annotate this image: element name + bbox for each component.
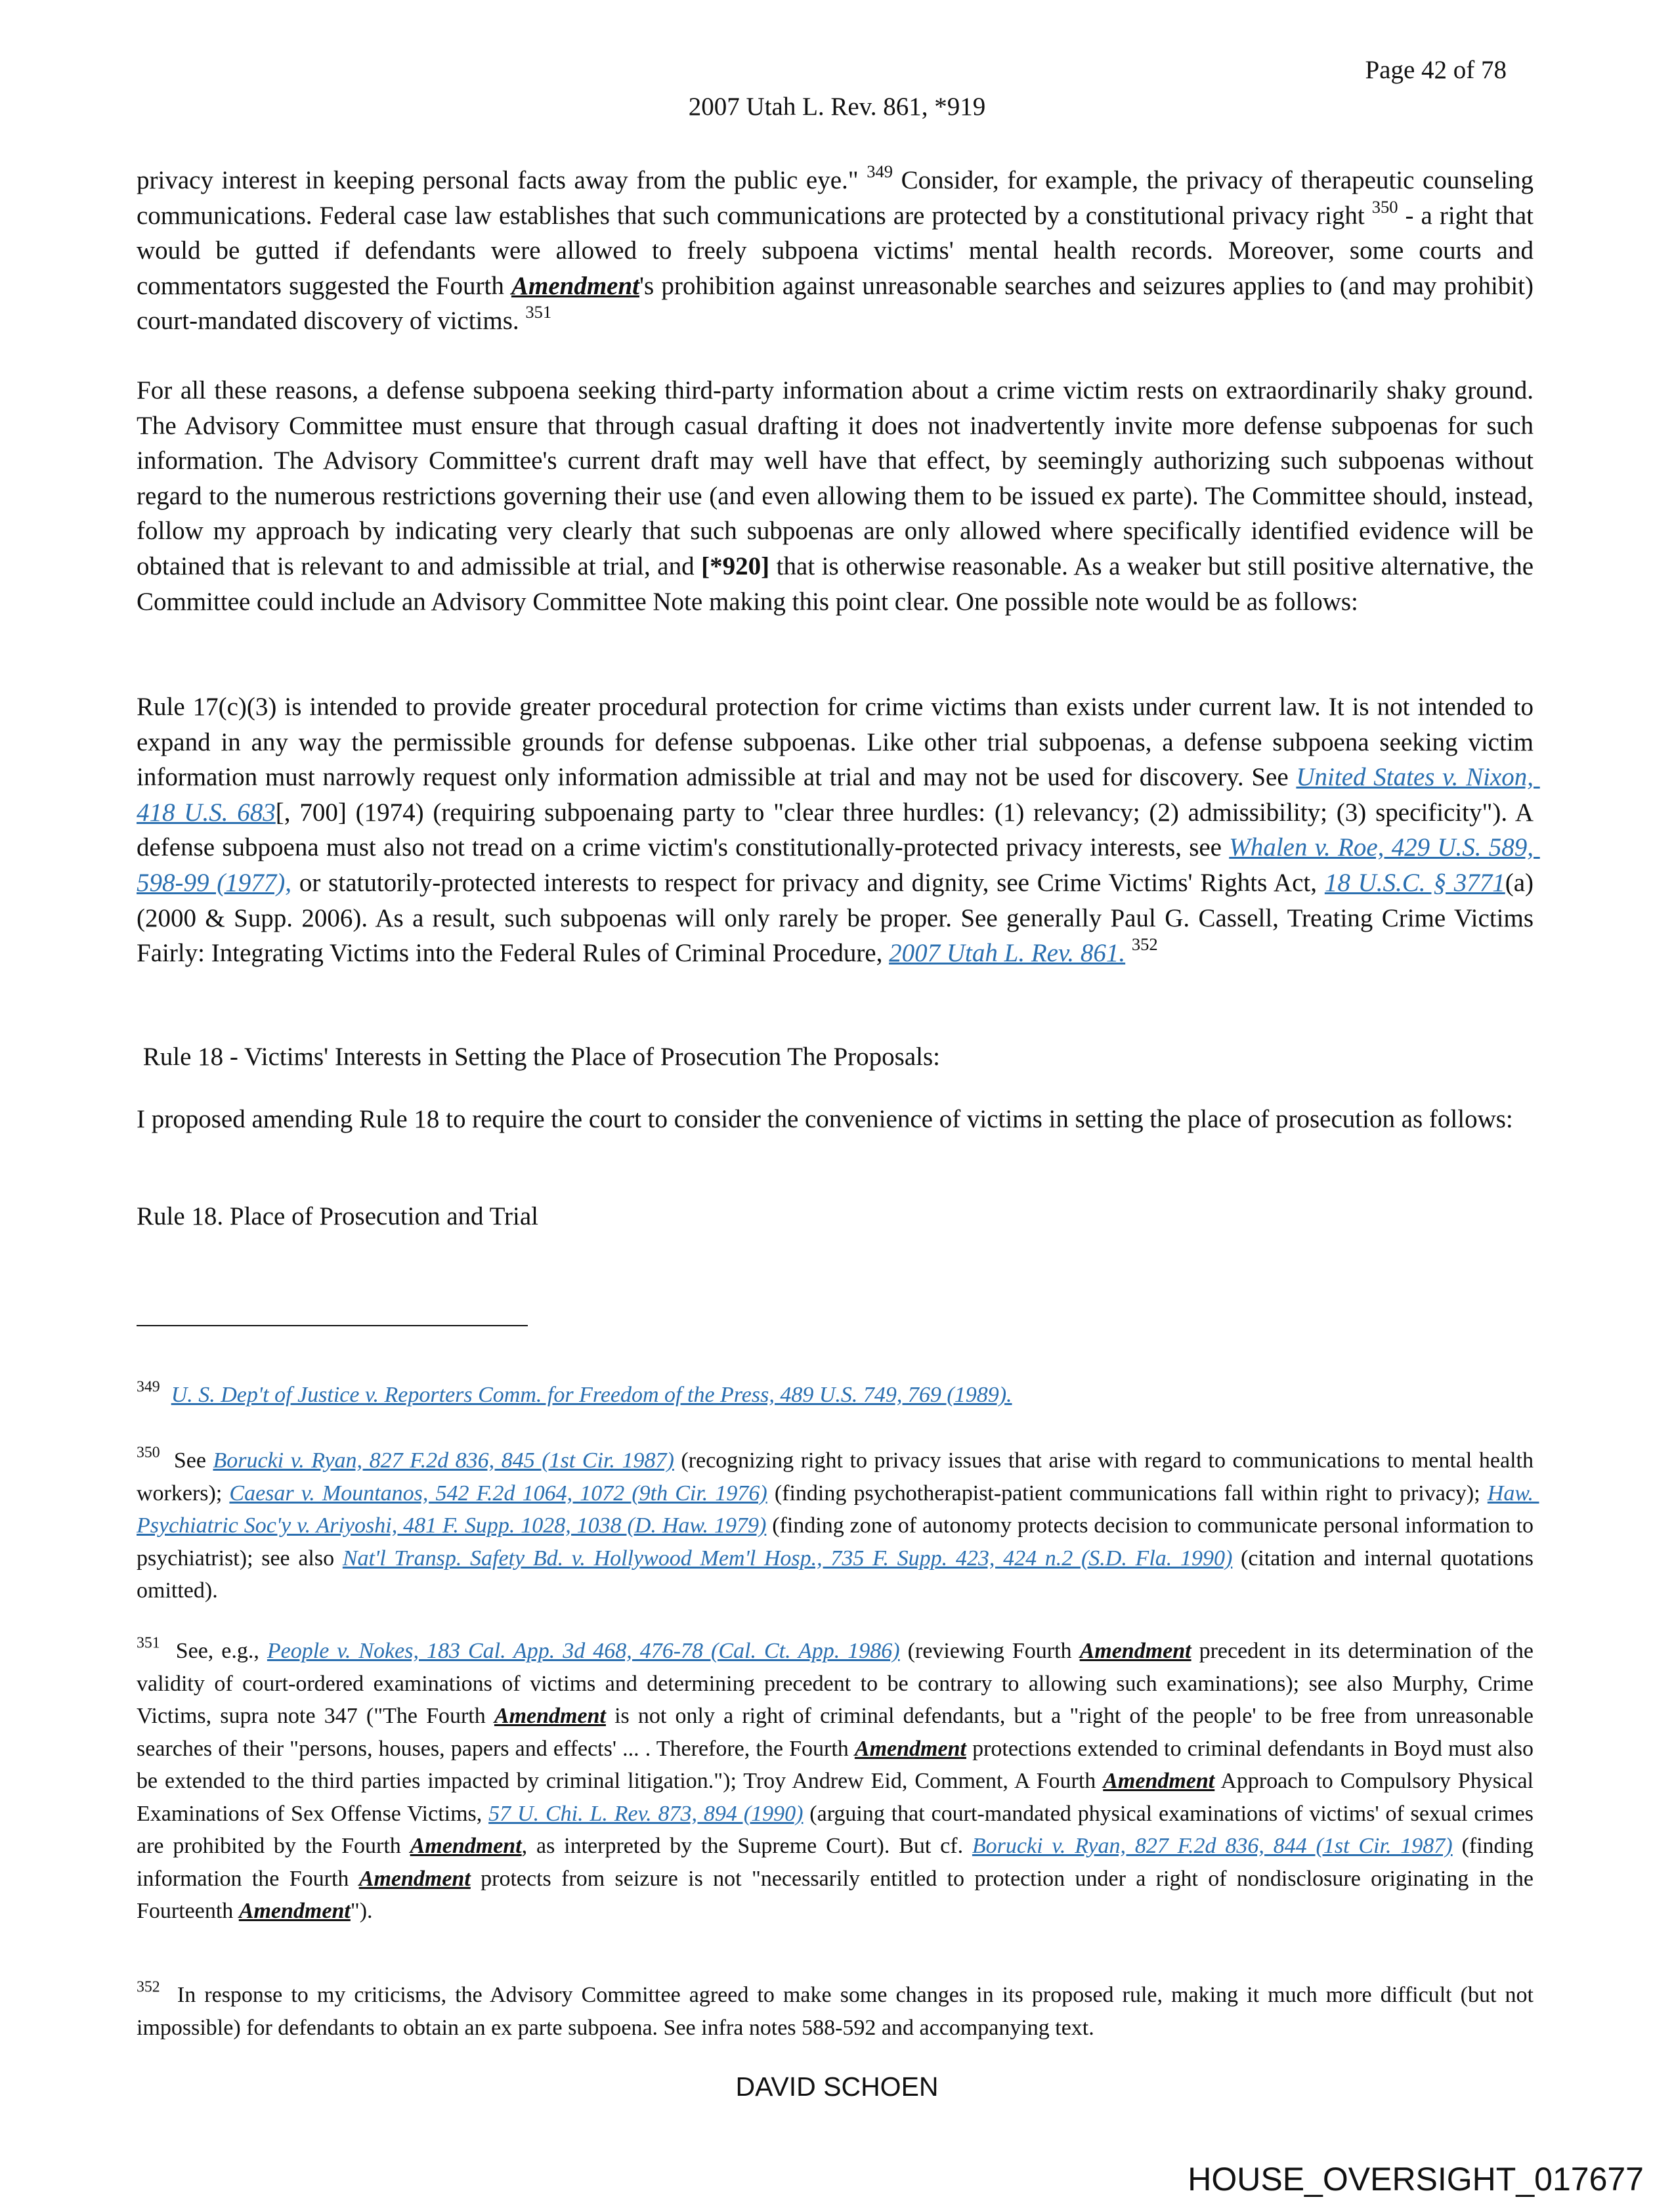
- citation-link[interactable]: People v. Nokes, 183 Cal. App. 3d 468, 476-78 (Cal. Ct. App. 1986): [267, 1639, 900, 1663]
- text-run: See, e.g.,: [160, 1639, 267, 1663]
- search-term-highlight: Amendment: [238, 1899, 351, 1923]
- text-run: (finding information the Fourth: [137, 1834, 1539, 1891]
- footnote-reference[interactable]: 349: [867, 161, 893, 181]
- search-term-highlight: Amendment: [410, 1834, 522, 1858]
- search-term-highlight: Amendment: [1103, 1769, 1215, 1793]
- text-run: (finding zone of autonomy protects decision to communicate personal information to psychiatrist); see also: [137, 1513, 1539, 1571]
- text-run: (recognizing right to privacy issues that arise with regard to communications to mental health workers);: [137, 1448, 1539, 1506]
- text-run: ").: [350, 1899, 373, 1923]
- body-paragraph: [137, 1102, 1534, 1137]
- bates-number: HOUSE_OVERSIGHT_017677: [1188, 2161, 1644, 2198]
- text-run: I proposed amending Rule 18 to require the court to consider the convenience of victims in setting the place of prosecution as follows:: [137, 1105, 1513, 1133]
- text-run: For all these reasons, a defense subpoena seeking third-party information about a crime victim rests on extraordinarily shaky ground. The Advisory Committee must ensure that through casual drafting it does not inadvertently invite more defense subpoenas for such information. The Advisory Committee's current draft may well have that effect, by seemingly authorizing such subpoenas without regard to the numerous restrictions governing their use (and even allowing them to be issued ex parte). The Committee should, instead, follow my approach by indicating very clearly that such subpoenas are only allowed where specifically identified evidence will be obtained that is relevant to and admissible at trial, and: [137, 376, 1540, 580]
- text-run: protections extended to criminal defendants in Boyd must also be extended to the third parties impacted by criminal litigation."); Troy Andrew Eid, Comment, A Fourth: [137, 1736, 1539, 1793]
- text-run: protects from seizure is not "necessarily entitled to protection under a right of nondisclosure originating in the Fourteenth: [137, 1866, 1539, 1923]
- footnote-352: [137, 1978, 1539, 2044]
- text-run: Rule 18. Place of Prosecution and Trial: [137, 1202, 539, 1230]
- text-run: In response to my criticisms, the Advisory Committee agreed to make some changes in its proposed rule, making it much more difficult (but not impossible) for defendants to obtain an ex parte subpoena. See infra notes 588-592 and accompanying text.: [137, 1983, 1539, 2040]
- text-run: 's prohibition against unreasonable searches and seizures applies to (and may prohibit) court-mandated discovery of victims.: [137, 271, 1540, 336]
- text-run: [1125, 939, 1132, 967]
- text-run: (finding psychotherapist-patient communications fall within right to privacy);: [767, 1481, 1488, 1506]
- text-run: Rule 17(c)(3) is intended to provide greater procedural protection for crime victims than exists under current law. It is not intended to expand in any way the permissible grounds for defense subpoenas. Like other trial subpoenas, a defense subpoena seeking victim information must narrowly request only information admissible at trial and may not be used for discovery. See: [137, 693, 1540, 792]
- text-run: Approach to Compulsory Physical Examinations of Sex Offense Victims,: [137, 1769, 1539, 1826]
- proposed-note-paragraph: [137, 689, 1540, 971]
- text-run: [160, 1383, 171, 1407]
- running-citation-header: 2007 Utah L. Rev. 861, *919: [688, 93, 986, 121]
- search-term-highlight: Amendment: [511, 271, 639, 300]
- citation-link[interactable]: Borucki v. Ryan, 827 F.2d 836, 845 (1st Cir. 1987): [213, 1448, 674, 1473]
- text-run: - a right that would be gutted if defendants were allowed to freely subpoena victims' mental health records. Moreover, some courts and commentators suggested the Fourth: [137, 201, 1540, 300]
- text-run: See: [160, 1448, 213, 1473]
- footer-author: DAVID SCHOEN: [735, 2071, 939, 2102]
- footnote-350: [137, 1444, 1539, 1607]
- text-run: that is otherwise reasonable. As a weaker but still positive alternative, the Committee could include an Advisory Committee Note making this point clear. One possible note would be as follows:: [137, 552, 1540, 616]
- text-run: is not only a right of criminal defendants, but a "right of the people' to be free from unreasonable searches of their "persons, houses, papers and effects' ... . Therefore, the Fourth: [137, 1704, 1539, 1761]
- body-paragraph: [137, 161, 1540, 339]
- text-run: (arguing that court-mandated physical examinations of victims' of sexual crimes are prohibited by the Fourth: [137, 1801, 1539, 1858]
- text-run: , as interpreted by the Supreme Court). But cf.: [521, 1834, 972, 1858]
- text-run: or statutorily-protected interests to respect for privacy and dignity, see Crime Victims' Rights Act,: [291, 868, 1325, 897]
- search-term-highlight: Amendment: [494, 1704, 606, 1728]
- text-run: precedent in its determination of the validity of court-ordered examinations of victims and determining precedent to be contrary to allowing such examinations); see also Murphy, Crime Victims, supra note 347 ("The Fourth: [137, 1639, 1539, 1728]
- footnote-reference[interactable]: 352: [1131, 934, 1158, 954]
- citation-link[interactable]: Borucki v. Ryan, 827 F.2d 836, 844 (1st Cir. 1987): [972, 1834, 1453, 1858]
- rule-18-title: [137, 1199, 1534, 1234]
- text-run: (reviewing Fourth: [899, 1639, 1080, 1663]
- body-paragraph: [137, 373, 1540, 619]
- text-run: Rule 18 - Victims' Interests in Setting the Place of Prosecution The Proposals:: [137, 1043, 941, 1071]
- search-term-highlight: Amendment: [854, 1736, 966, 1761]
- citation-link[interactable]: United States v. Nixon, 418 U.S. 683: [137, 763, 1540, 827]
- citation-link[interactable]: 2007 Utah L. Rev. 861.: [889, 939, 1126, 968]
- search-term-highlight: Amendment: [358, 1866, 471, 1891]
- search-term-highlight: Amendment: [1079, 1639, 1191, 1663]
- text-run: (a) (2000 & Supp. 2006). As a result, such subpoenas will only rarely be proper. See generally Paul G. Cassell, Treating Crime Victims Fairly: Integrating Victims into the Federal Rules of Criminal Procedure,: [137, 868, 1540, 968]
- footnote-reference[interactable]: 351: [525, 302, 552, 322]
- text-run: privacy interest in keeping personal facts away from the public eye.": [137, 166, 867, 194]
- footnote-reference[interactable]: 351: [137, 1634, 160, 1652]
- section-heading-rule-18: [137, 1039, 1534, 1075]
- footnote-separator: [137, 1325, 528, 1326]
- citation-link[interactable]: Nat'l Transp. Safety Bd. v. Hollywood Mem'l Hosp., 735 F. Supp. 423, 424 n.2 (S.D. Fla. 1990): [342, 1546, 1233, 1571]
- footnote-reference[interactable]: 349: [137, 1378, 160, 1396]
- citation-link[interactable]: Caesar v. Mountanos, 542 F.2d 1064, 1072 (9th Cir. 1976): [229, 1481, 767, 1506]
- citation-link[interactable]: 57 U. Chi. L. Rev. 873, 894 (1990): [488, 1801, 804, 1826]
- footnote-reference[interactable]: 350: [1371, 196, 1398, 217]
- citation-link[interactable]: 18 U.S.C. § 3771: [1324, 868, 1505, 897]
- page-marker: [*920]: [701, 552, 770, 580]
- page-number: Page 42 of 78: [1365, 56, 1507, 84]
- footnote-reference[interactable]: 352: [137, 1978, 160, 1996]
- footnote-reference[interactable]: 350: [137, 1444, 160, 1462]
- footnote-349: [137, 1379, 1534, 1412]
- text-run: Consider, for example, the privacy of therapeutic counseling communications. Federal case law establishes that such communications are protected by a constitutional privacy right: [137, 166, 1540, 230]
- citation-link[interactable]: Haw. Psychiatric Soc'y v. Ariyoshi, 481 F. Supp. 1028, 1038 (D. Haw. 1979): [137, 1481, 1539, 1538]
- citation-link[interactable]: U. S. Dep't of Justice v. Reporters Comm. for Freedom of the Press, 489 U.S. 749, 769 (1989).: [171, 1383, 1012, 1407]
- citation-link[interactable]: Whalen v. Roe, 429 U.S. 589, 598-99 (1977),: [137, 833, 1540, 897]
- text-run: [, 700] (1974) (requiring subpoenaing party to "clear three hurdles: (1) relevancy; (2) admissibility; (3) specificity"). A defense subpoena must also not tread on a crime victim's constitutionally-protected privacy interests, see: [137, 798, 1540, 862]
- footnote-351: [137, 1634, 1539, 1928]
- text-run: (citation and internal quotations omitted).: [137, 1546, 1539, 1603]
